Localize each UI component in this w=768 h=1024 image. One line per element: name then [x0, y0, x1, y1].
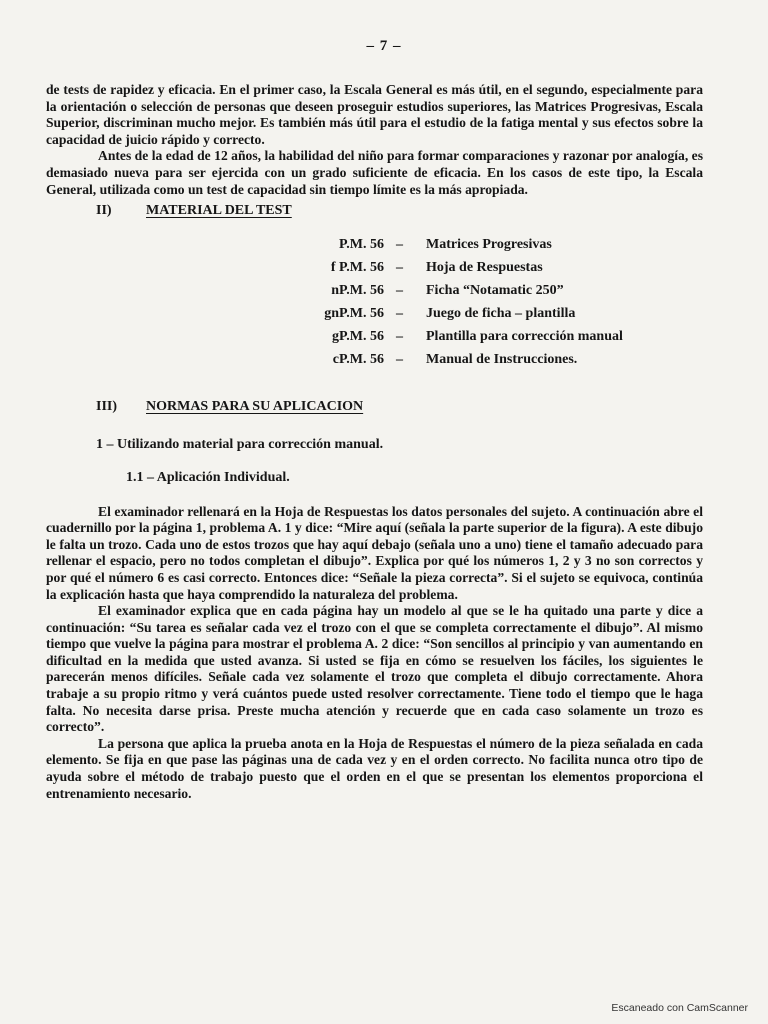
- section-heading-material: [46, 203, 703, 220]
- material-code: nP.M. 56: [331, 282, 384, 298]
- material-list: [46, 234, 623, 372]
- material-row: [46, 234, 623, 257]
- material-description: Juego de ficha – plantilla: [426, 305, 576, 321]
- material-dash: –: [396, 305, 403, 321]
- body-paragraph-1: El examinador rellenará en la Hoja de Respuestas los datos personales del sujeto. A continuación abre el cuadernillo por la página 1, problema A. 1 y dice: “Mire aquí (señala la parte superior de la figura). A este dibujo le falta un trozo. Cada uno de estos trozos que hay aquí debajo (señala uno a uno) tiene el tamaño adecuado para rellenar el espacio, pero no todos completan el dibujo”. Explica por qué los números 1, 2 y 3 no son correctos y por qué el número 6 es casi correcto. Entonces dice: “Señale la pieza correcta”. Si el sujeto se equivoca, continúa la explicación hasta que haya comprendido la naturaleza del problema.: [46, 503, 703, 602]
- page-content: [46, 82, 703, 802]
- body-paragraph-3: La persona que aplica la prueba anota en la Hoja de Respuestas el número de la pieza señalada en cada elemento. Se fija en que pase las páginas una de cada vez y en el orden correcto. No facilita nunca otro tipo de ayuda sobre el método de trabajo puesto que el orden en el que se presentan los elementos proporciona el entrenamiento necesario.: [46, 735, 703, 801]
- material-code: cP.M. 56: [332, 351, 384, 367]
- body-paragraph-2: El examinador explica que en cada página hay un modelo al que se le ha quitado una parte y dice a continuación: “Su tarea es señalar cada vez el trozo con el que se completa correctamente el dibujo”. Al mismo tiempo que vuelve la página para mostrar el problema A. 2 dice: “Son sencillos al principio y van aumentando en dificultad en la medida que usted avanza. Si usted se fija en cómo se resuelven los fáciles, los siguientes le parecerán menos difíciles. Señale cada vez solamente el trozo que completa el dibujo correctamente. Ahora trabaje a su propio ritmo y verá cuántos puede usted resolver correctamente. Tiene todo el tiempo que le haga falta. No necesita darse prisa. Preste mucha atención y recuerde que en cada caso solamente un trozo es correcto”.: [46, 603, 703, 735]
- material-row: [46, 326, 623, 349]
- material-dash: –: [396, 236, 403, 252]
- page-number: – 7 –: [366, 38, 402, 54]
- subsubsection-heading: 1.1 – Aplicación Individual.: [126, 469, 290, 485]
- material-row: [46, 257, 623, 280]
- material-description: Plantilla para corrección manual: [426, 328, 623, 344]
- material-row: [46, 349, 623, 372]
- material-code: gP.M. 56: [332, 328, 384, 344]
- intro-paragraph-2: Antes de la edad de 12 años, la habilidad del niño para formar comparaciones y razonar por analogía, es demasiado nueva para ser ejercida con un grado suficiente de eficacia. En los casos de este tipo, la Escala General, utilizada como un test de capacidad sin tiempo límite es la más apropiada.: [46, 148, 703, 197]
- section-title: MATERIAL DEL TEST: [146, 203, 292, 219]
- material-code: P.M. 56: [339, 236, 384, 252]
- section-number: II): [96, 203, 112, 219]
- material-dash: –: [396, 351, 403, 367]
- material-dash: –: [396, 328, 403, 344]
- intro-paragraph-1: de tests de rapidez y eficacia. En el primer caso, la Escala General es más útil, en el segundo, especialmente para la orientación o selección de personas que deseen proseguir estudios superiores, las Matrices Progresivas, Escala Superior, discriminan mucho mejor. Es también más útil para el estudio de la fatiga mental y sus efectos sobre la capacidad de juicio rápido y correcto.: [46, 82, 703, 147]
- section-heading-normas: [46, 399, 703, 416]
- material-description: Hoja de Respuestas: [426, 259, 543, 275]
- section-number: III): [96, 398, 118, 414]
- material-row: [46, 280, 623, 303]
- material-description: Manual de Instrucciones.: [426, 351, 578, 367]
- material-dash: –: [396, 282, 403, 298]
- scanner-watermark: Escaneado con CamScanner: [611, 1002, 748, 1014]
- material-row: [46, 303, 623, 326]
- material-code: gnP.M. 56: [324, 305, 384, 321]
- material-code: f P.M. 56: [330, 259, 384, 275]
- material-description: Ficha “Notamatic 250”: [426, 282, 564, 298]
- section-title: NORMAS PARA SU APLICACION: [146, 398, 364, 414]
- material-description: Matrices Progresivas: [426, 236, 552, 252]
- material-dash: –: [396, 259, 403, 275]
- subsection-heading: 1 – Utilizando material para corrección manual.: [96, 437, 384, 453]
